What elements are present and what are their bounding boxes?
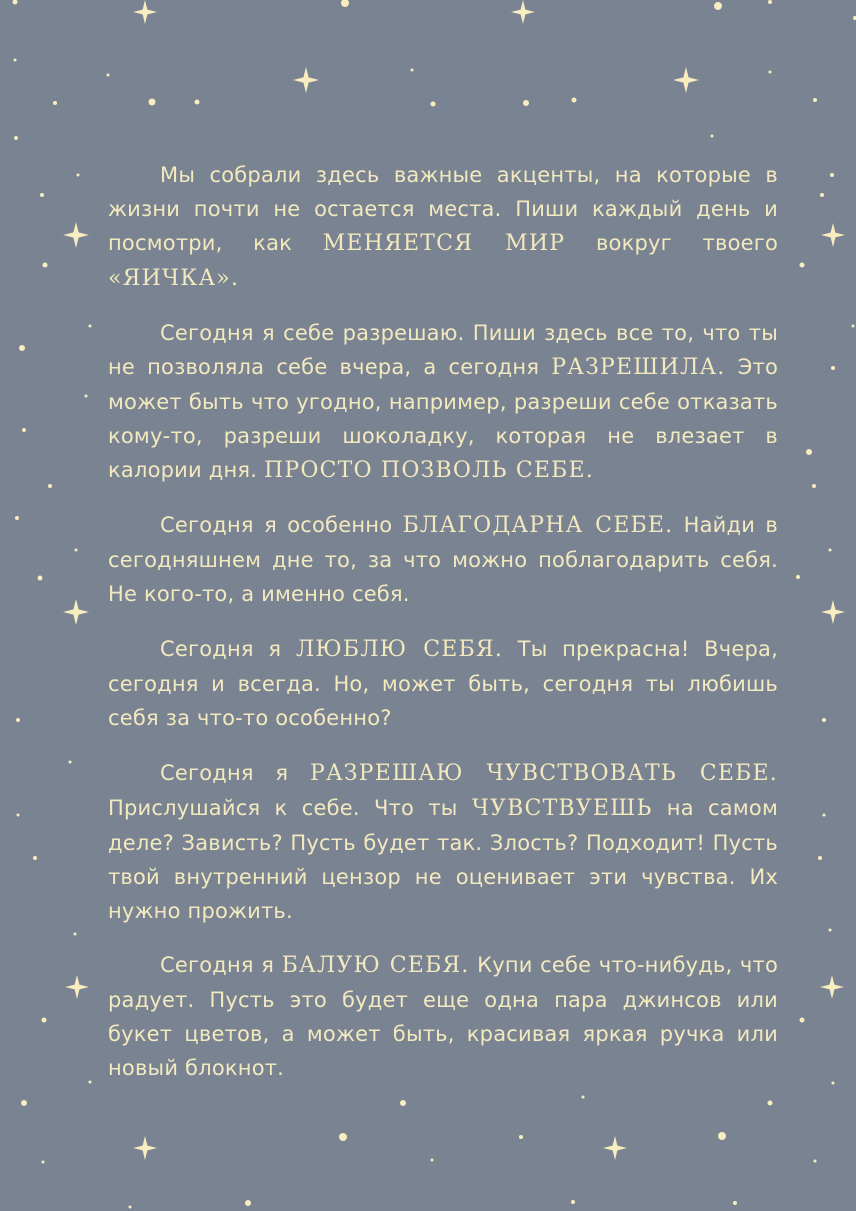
star-dot <box>13 0 18 5</box>
paragraph-love <box>108 632 778 736</box>
star-dot <box>89 1081 92 1084</box>
star-dot <box>711 135 714 138</box>
star-dot <box>339 1133 347 1141</box>
sparkle-icon <box>293 67 319 93</box>
star-dot <box>796 575 800 579</box>
star-dot <box>411 69 414 72</box>
text-segment: Купи себе что-нибудь, что радует. Пусть это будет еще одна пара джинсов или букет цветов, а может быть, красивая яркая ручка или новый блокнот. <box>108 953 778 1080</box>
sparkle-icon <box>63 222 89 248</box>
star-dot <box>75 549 78 552</box>
star-dot <box>852 325 855 328</box>
text-segment: Мы собрали здесь важные акценты, на которые в жизни почти не остается места. Пиши каждый день и посмотри, как <box>108 163 778 255</box>
sparkle-icon <box>821 600 845 624</box>
paragraph-intro <box>108 158 778 296</box>
text-segment: Сегодня я <box>160 637 296 661</box>
star-dot <box>800 263 805 268</box>
star-dot <box>519 1135 523 1139</box>
emphasis-text: РАЗРЕШИЛА. <box>551 355 726 380</box>
star-dot <box>571 1200 575 1204</box>
star-dot <box>800 1018 805 1023</box>
paragraph-feel <box>108 756 778 928</box>
sparkle-icon <box>603 1136 627 1160</box>
star-dot <box>823 814 826 817</box>
star-dot <box>77 174 80 177</box>
star-dot <box>69 761 72 764</box>
text-segment: Это может быть что угодно, например, разреши себе отказать кому-то, разреши шоколадку, которая не влезает в калории дня. <box>108 355 778 482</box>
star-dot <box>129 1206 132 1209</box>
text-segment: на самом деле? Зависть? Пусть будет так. Злость? Подходит! Пусть твой внутренний цензор не оценивает эти чувства. Их нужно прожить. <box>108 796 779 923</box>
star-dot <box>733 1201 737 1205</box>
star-dot <box>832 1082 835 1085</box>
star-dot <box>149 99 156 106</box>
star-dot <box>341 0 349 7</box>
paragraph-pamper <box>108 948 778 1086</box>
star-dot <box>829 929 832 932</box>
star-dot <box>431 1159 434 1162</box>
star-dot <box>820 193 824 197</box>
star-dot <box>14 136 18 140</box>
star-dot <box>107 74 110 77</box>
text-segment: Найди в сегодняшнем дне то, за что можно поблагодарить себя. Не кого-то, а именно себя. <box>108 513 778 606</box>
sparkle-icon <box>673 67 699 93</box>
text-segment: Сегодня я особенно <box>160 513 403 537</box>
text-segment: Сегодня я себе разрешаю. Пиши здесь все то, что ты не позволяла себе вчера, а сегодня <box>108 321 778 379</box>
star-dot <box>16 718 20 722</box>
star-dot <box>53 101 57 105</box>
star-dot <box>818 856 822 860</box>
emphasis-text: МЕНЯЕТСЯ МИР <box>322 231 566 256</box>
star-dot <box>22 428 26 432</box>
sparkle-icon <box>821 223 845 247</box>
emphasis-text: «ЯИЧКА». <box>108 266 240 291</box>
star-dot <box>42 1161 45 1164</box>
star-dot <box>89 325 92 328</box>
star-dot <box>14 59 17 62</box>
star-dot <box>812 484 816 488</box>
sparkle-icon <box>133 1136 157 1160</box>
text-segment: Ты прекрасна! Вчера, сегодня и всегда. Но, может быть, сегодня ты любишь себя за что-то особенно? <box>108 637 778 730</box>
star-dot <box>769 71 772 74</box>
sparkle-icon <box>511 0 535 24</box>
star-dot <box>714 2 722 10</box>
star-dot <box>431 102 436 107</box>
star-dot <box>814 1160 817 1163</box>
sparkle-icon <box>63 599 89 625</box>
star-dot <box>195 100 200 105</box>
star-dot <box>15 516 19 520</box>
sparkle-icon <box>820 975 844 999</box>
emphasis-text: ЛЮБЛЮ СЕБЯ. <box>295 637 504 662</box>
emphasis-text: БАЛУЮ СЕБЯ. <box>281 953 470 978</box>
sparkle-icon <box>133 0 157 24</box>
emphasis-text: БЛАГОДАРНА СЕБЕ. <box>402 513 674 538</box>
star-dot <box>43 263 48 268</box>
text-content <box>108 158 778 1106</box>
star-dot <box>806 449 812 455</box>
emphasis-text: РАЗРЕШАЮ ЧУВСТВОВАТЬ СЕБЕ. <box>309 761 778 786</box>
star-dot <box>85 395 88 398</box>
star-dot <box>718 1132 726 1140</box>
star-dot <box>19 345 25 351</box>
star-dot <box>33 856 37 860</box>
paragraph-allow <box>108 316 778 488</box>
star-dot <box>40 193 44 197</box>
star-dot <box>17 814 20 817</box>
sparkle-icon <box>65 975 89 999</box>
emphasis-text: ПРОСТО ПОЗВОЛЬ СЕБЕ. <box>263 458 594 483</box>
text-segment: вокруг твоего <box>565 231 779 255</box>
star-dot <box>21 1100 27 1106</box>
star-dot <box>831 366 835 370</box>
star-dot <box>245 1200 251 1206</box>
star-dot <box>829 549 832 552</box>
star-dot <box>48 484 52 488</box>
text-segment: Прислушайся к себе. Что ты <box>108 796 472 820</box>
star-dot <box>830 173 834 177</box>
star-dot <box>572 98 577 103</box>
star-dot <box>523 100 529 106</box>
text-segment: Сегодня я <box>160 761 310 785</box>
paragraph-grateful <box>108 508 778 612</box>
star-dot <box>42 1018 47 1023</box>
star-dot <box>822 718 826 722</box>
star-dot <box>813 98 817 102</box>
text-segment: Сегодня я <box>160 953 282 977</box>
star-dot <box>74 933 77 936</box>
star-dot <box>38 576 43 581</box>
star-dot <box>768 0 772 4</box>
emphasis-text: ЧУВСТВУЕШЬ <box>471 796 653 821</box>
